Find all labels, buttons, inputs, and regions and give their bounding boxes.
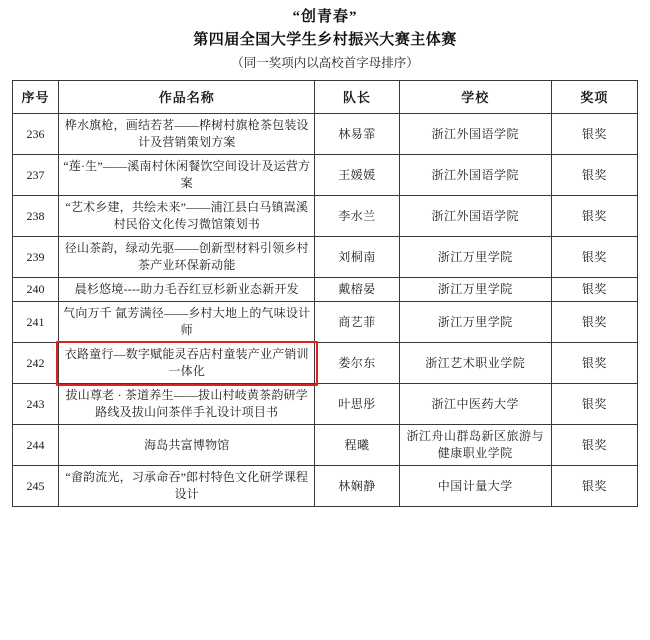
cell-team-leader: 商艺菲 <box>315 302 399 343</box>
cell-serial-number: 242 <box>13 343 59 384</box>
cell-award: 银奖 <box>551 278 637 302</box>
column-header-school: 学校 <box>399 81 551 114</box>
cell-serial-number: 244 <box>13 425 59 466</box>
cell-project-name: “艺术乡建，共绘未来”——浦江县白马镇嵩溪村民俗文化传习微馆策划书 <box>59 196 315 237</box>
cell-team-leader: 李水兰 <box>315 196 399 237</box>
table-row <box>13 425 638 466</box>
cell-school: 浙江万里学院 <box>399 278 551 302</box>
table-row <box>13 278 638 302</box>
cell-school: 浙江外国语学院 <box>399 155 551 196</box>
cell-project-name: 气向万千 氤芳满径——乡村大地上的气味设计师 <box>59 302 315 343</box>
column-header-award: 奖项 <box>551 81 637 114</box>
column-header-leader: 队长 <box>315 81 399 114</box>
cell-school: 浙江外国语学院 <box>399 196 551 237</box>
cell-school: 浙江舟山群岛新区旅游与健康职业学院 <box>399 425 551 466</box>
cell-team-leader: 林易霏 <box>315 114 399 155</box>
cell-award: 银奖 <box>551 343 637 384</box>
table-row <box>13 155 638 196</box>
column-header-name: 作品名称 <box>59 81 315 114</box>
column-header-no: 序号 <box>13 81 59 114</box>
table-row <box>13 343 638 384</box>
cell-school: 浙江万里学院 <box>399 302 551 343</box>
cell-award: 银奖 <box>551 384 637 425</box>
table-row <box>13 466 638 507</box>
cell-team-leader: 戴榕晏 <box>315 278 399 302</box>
cell-team-leader: 林娴静 <box>315 466 399 507</box>
cell-team-leader: 叶思彤 <box>315 384 399 425</box>
award-list-table <box>12 80 638 507</box>
table-row <box>13 237 638 278</box>
cell-team-leader: 王媛媛 <box>315 155 399 196</box>
document-header <box>12 6 638 74</box>
cell-school: 中国计量大学 <box>399 466 551 507</box>
cell-project-name: “莲·生”——溪南村休闲餐饮空间设计及运营方案 <box>59 155 315 196</box>
table-row <box>13 384 638 425</box>
cell-project-name: 晨杉悠境----助力毛吞红豆杉新业态新开发 <box>59 278 315 302</box>
cell-team-leader: 程曦 <box>315 425 399 466</box>
cell-award: 银奖 <box>551 466 637 507</box>
cell-team-leader: 刘桐南 <box>315 237 399 278</box>
cell-award: 银奖 <box>551 196 637 237</box>
cell-school: 浙江中医药大学 <box>399 384 551 425</box>
title-main: 第四届全国大学生乡村振兴大赛主体赛 <box>193 32 457 48</box>
table-header-row <box>13 81 638 114</box>
cell-project-name: 海岛共富博物馆 <box>59 425 315 466</box>
cell-serial-number: 241 <box>13 302 59 343</box>
cell-school: 浙江万里学院 <box>399 237 551 278</box>
cell-serial-number: 237 <box>13 155 59 196</box>
table-row <box>13 114 638 155</box>
title-note: （同一奖项内以高校首字母排序） <box>231 56 419 70</box>
title-slogan: “创青春” <box>292 9 358 25</box>
cell-project-name: 径山茶韵，绿动先驱——创新型材料引领乡村茶产业环保新动能 <box>59 237 315 278</box>
cell-school: 浙江外国语学院 <box>399 114 551 155</box>
cell-award: 银奖 <box>551 155 637 196</box>
cell-serial-number: 238 <box>13 196 59 237</box>
cell-project-name: 桦水旗枪，画结若茗——桦树村旗枪茶包装设计及营销策划方案 <box>59 114 315 155</box>
table-row <box>13 196 638 237</box>
cell-school: 浙江艺术职业学院 <box>399 343 551 384</box>
cell-serial-number: 240 <box>13 278 59 302</box>
cell-team-leader: 娄尔东 <box>315 343 399 384</box>
cell-serial-number: 245 <box>13 466 59 507</box>
cell-serial-number: 236 <box>13 114 59 155</box>
cell-serial-number: 243 <box>13 384 59 425</box>
cell-project-name: 衣路童行—数字赋能灵吞店村童装产业产销训一体化 <box>59 343 315 384</box>
cell-award: 银奖 <box>551 237 637 278</box>
table-row <box>13 302 638 343</box>
cell-award: 银奖 <box>551 302 637 343</box>
cell-award: 银奖 <box>551 425 637 466</box>
cell-project-name: “畲韵流光，习承命吞”郎村特色文化研学课程设计 <box>59 466 315 507</box>
cell-serial-number: 239 <box>13 237 59 278</box>
cell-award: 银奖 <box>551 114 637 155</box>
cell-project-name: 拔山尊老 · 茶道养生——拔山村岐黄茶韵研学路线及拔山问茶伴手礼设计项目书 <box>59 384 315 425</box>
